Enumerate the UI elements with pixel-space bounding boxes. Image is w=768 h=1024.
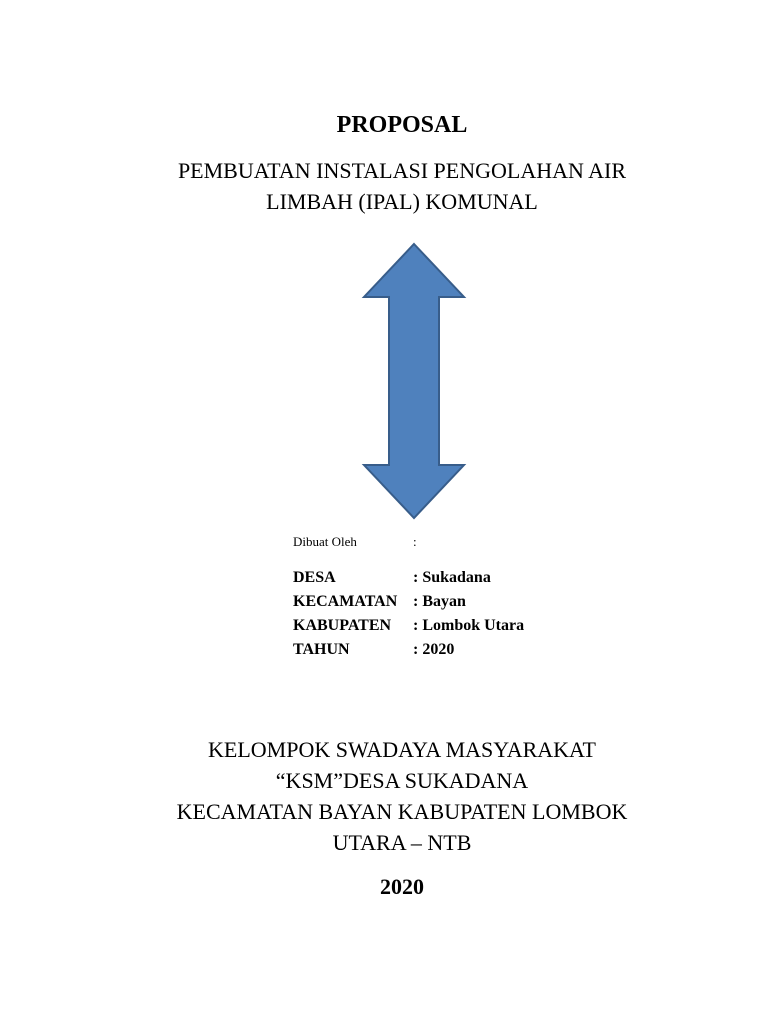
document-subtitle [0, 155, 768, 217]
info-value: : 2020 [413, 641, 455, 658]
document-year: 2020 [380, 874, 424, 899]
organization-block [0, 734, 768, 858]
info-row-tahun [293, 638, 524, 662]
info-block [293, 566, 524, 662]
info-value: : Bayan [413, 593, 466, 610]
info-row-kabupaten [293, 614, 524, 638]
organization-line: KELOMPOK SWADAYA MASYARAKAT [208, 737, 596, 762]
info-label: KECAMATAN [293, 593, 398, 610]
info-label: DESA [293, 569, 336, 586]
info-value: : Sukadana [413, 569, 491, 586]
made-by-separator: : [413, 534, 417, 549]
organization-line: “KSM”DESA SUKADANA [275, 768, 529, 793]
made-by-label: Dibuat Oleh [293, 534, 357, 549]
info-label: TAHUN [293, 641, 350, 658]
made-by-line [293, 533, 417, 551]
subtitle-line: LIMBAH (IPAL) KOMUNAL [266, 189, 538, 214]
info-row-kecamatan [293, 590, 524, 614]
double-vertical-arrow-icon [360, 242, 468, 520]
info-value: : Lombok Utara [413, 617, 525, 634]
subtitle-line: PEMBUATAN INSTALASI PENGOLAHAN AIR [177, 158, 627, 183]
info-label: KABUPATEN [293, 617, 392, 634]
document-title: PROPOSAL [336, 112, 468, 138]
organization-line: UTARA – NTB [332, 830, 472, 855]
organization-line: KECAMATAN BAYAN KABUPATEN LOMBOK [176, 799, 628, 824]
info-row-desa [293, 566, 524, 590]
